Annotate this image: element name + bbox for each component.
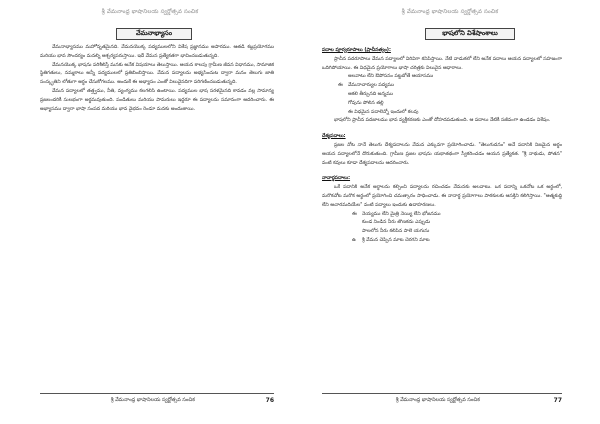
page-title: వేమనాభ్యాసం [116,28,192,40]
verse-text: అలవాటు లేని ఔపోసనం పట్టబోతే ఆయాసము [348,74,434,80]
verse-line [348,73,562,82]
verse-line [338,82,562,91]
page-title: భాషలోని విశేషాంశాలు [425,28,515,40]
verse-text: గోవును పోలిన తల్లి [348,100,384,106]
paragraph: వేమనయొక్క భాషను పరిశీలిస్తే మనకు అనేక విషయాలు తెలుస్తాయి. ఆయన కాలపు గ్రామీణ జీవన విధానము, సామాజిక స్థితిగతులు, నమ్మకాలు అన్నీ పద్యములలో ప్రతిబింబిస్తాయి. వేమన పద్యాలను అభ్యసించుట ద్వారా మనం తెలుగు జాతి సంస్కృతిని లోతుగా అర్థం చేసుకోగలము. అందుకే ఈ అభ్యాసం ఎంతో విలువైనదిగా పరిగణించబడుతున్నది. [40,62,274,86]
verse-line [352,237,562,246]
page-body [40,44,274,390]
footer-text: శ్రీ వేమనాంధ్ర భాషానిలయ స్వర్ణోత్సవ సంచిక [110,396,195,403]
verse-marker [338,109,348,118]
right-page [300,0,600,424]
running-header: శ్రీ వేమనాంధ్ర భాషానిలయ స్వర్ణోత్సవ సంచిక [401,9,499,15]
page-body [322,44,562,390]
verse-text: పాలలోన నీరు కలిపిన పాలె యగును [362,229,430,235]
section-heading: పదాల పూర్వరూపాలు (ప్రాచీనత్వం): [322,48,391,53]
page-number: 77 [553,396,562,404]
verse-line [348,91,562,100]
section-heading: నానార్థపదాలు: [322,176,351,182]
verse-marker [338,73,348,82]
verse-text: నెయ్యము లేని మైత్రి నెయ్యి లేని భోజనము [362,211,441,217]
verse-line [348,109,562,118]
verse-line [362,228,562,237]
paragraph: ప్రాచీన పదరూపాలు వేమన పద్యాలలో విరివిగా కనిపిస్తాయి. నేటి వాడుకలో లేని అనేక పదాలు ఆయన పద్యాలలో సహజంగా ఒదిగిపోయాయి. ఈ విధమైన ప్రయోగాలు భాషా చరిత్రకు విలువైన ఆధారాలు. [322,56,562,71]
paragraph: భాషలోని ప్రాచీన పదజాలము భావ వ్యక్తీకరణకు ఎంతో దోహదపడుతుంది. ఆ పదాలు నేటికీ సజీవంగా ఉండడం విశేషం. [334,118,551,124]
verse-text: శ్రీ వేమన చెప్పిన మాట చెరగని మాట [362,237,430,243]
verse-marker [352,219,362,228]
verse-block [322,211,562,246]
page-number: 76 [265,396,274,404]
verse-text: వేమనాచార్యుల పద్యము [348,83,395,89]
verse-block [322,73,562,117]
page-footer [40,393,274,406]
verse-marker: ఈ [338,83,343,89]
page-footer [322,393,562,406]
verse-line [352,211,562,220]
verse-marker [352,228,362,237]
paragraph: వేమన పద్యాలలో తత్త్వము, నీతి, వ్యంగ్యము కలగలిసి ఉంటాయి. పద్యముల భాష సరళమైనది కావడం వల్ల సామాన్య ప్రజలందరికీ సులభంగా అర్థమవుతుంది. పండితులు మరియు పామరులు ఇద్దరూ ఈ పద్యాలను సమానంగా ఆదరించారు. ఈ అభ్యాసము ద్వారా భాషా సంపద మరియు భావ వైభవం రెండూ మనకు అందుతాయి. [40,88,274,112]
verse-text: ఆకలి తీర్చునది అన్నము [348,91,394,97]
verse-marker [338,100,348,109]
verse-line [362,219,562,228]
verse-marker: ఈ [352,211,357,217]
verse-marker: ఉ [352,237,356,243]
paragraph: ప్రజల నోట నానే తెలుగు దేశ్యపదాలను వేమన ఎక్కువగా ప్రయోగించాడు. "తెలుగుదనం" అనే పదానికి నిజమైన అర్థం ఆయన పద్యాలలోనే దొరుకుతుంది. గ్రామీణ ప్రజల భాషను యథాతథంగా స్వీకరించడం ఆయన ప్రత్యేకత. "శ్రీ నాథుడు, పోతన" వంటి కవులు కూడా దేశ్యపదాలను ఆదరించారు. [322,142,562,166]
verse-text: కుండ నిండిన నీరు తొణకదు ఎప్పుడు [362,220,431,226]
paragraph: వేమనాభ్యాసము మహోన్నతమైనది. వేమనయొక్క పద్యములలోని విశేష ప్రజ్ఞానము అపారము. ఆతడి శబ్దప్రయోగము మరియు భావ సౌందర్యం మనల్ని ఆశ్చర్యపరుస్తాయి. ఇదే వేమన ప్రత్యేకతగా భావించబడుతున్నది. [40,45,274,59]
verse-marker [338,91,348,100]
section-heading: దేశ్యపదాలు: [322,134,346,140]
paragraph: ఒకే పదానికి అనేక అర్థాలను కల్పించి పద్యాలను రచించడం వేమనకు అలవాటు. ఒక పదాన్ని ఒకచోట ఒక అర్థంలో, మరొకచోట మరొక అర్థంలో ప్రయోగించి చమత్కారం సాధించాడు. ఈ నానార్థ ప్రయోగాలు పాఠకులకు ఆసక్తిని కలిగిస్తాయి. "ఆత్మశుద్ధి లేని ఆచారమదియేల" వంటి పద్యాలు ఇందుకు ఉదాహరణలు. [322,185,562,208]
running-header: శ్రీ వేమనాంధ్ర భాషానిలయ స్వర్ణోత్సవ సంచిక [101,9,199,15]
footer-text: శ్రీ వేమనాంధ్ర భాషానిలయ స్వర్ణోత్సవ సంచిక [395,396,480,403]
verse-text: ఈ విధమైన పదాలెన్నో ఇందులో కలవు [348,109,419,115]
verse-line [348,100,562,109]
